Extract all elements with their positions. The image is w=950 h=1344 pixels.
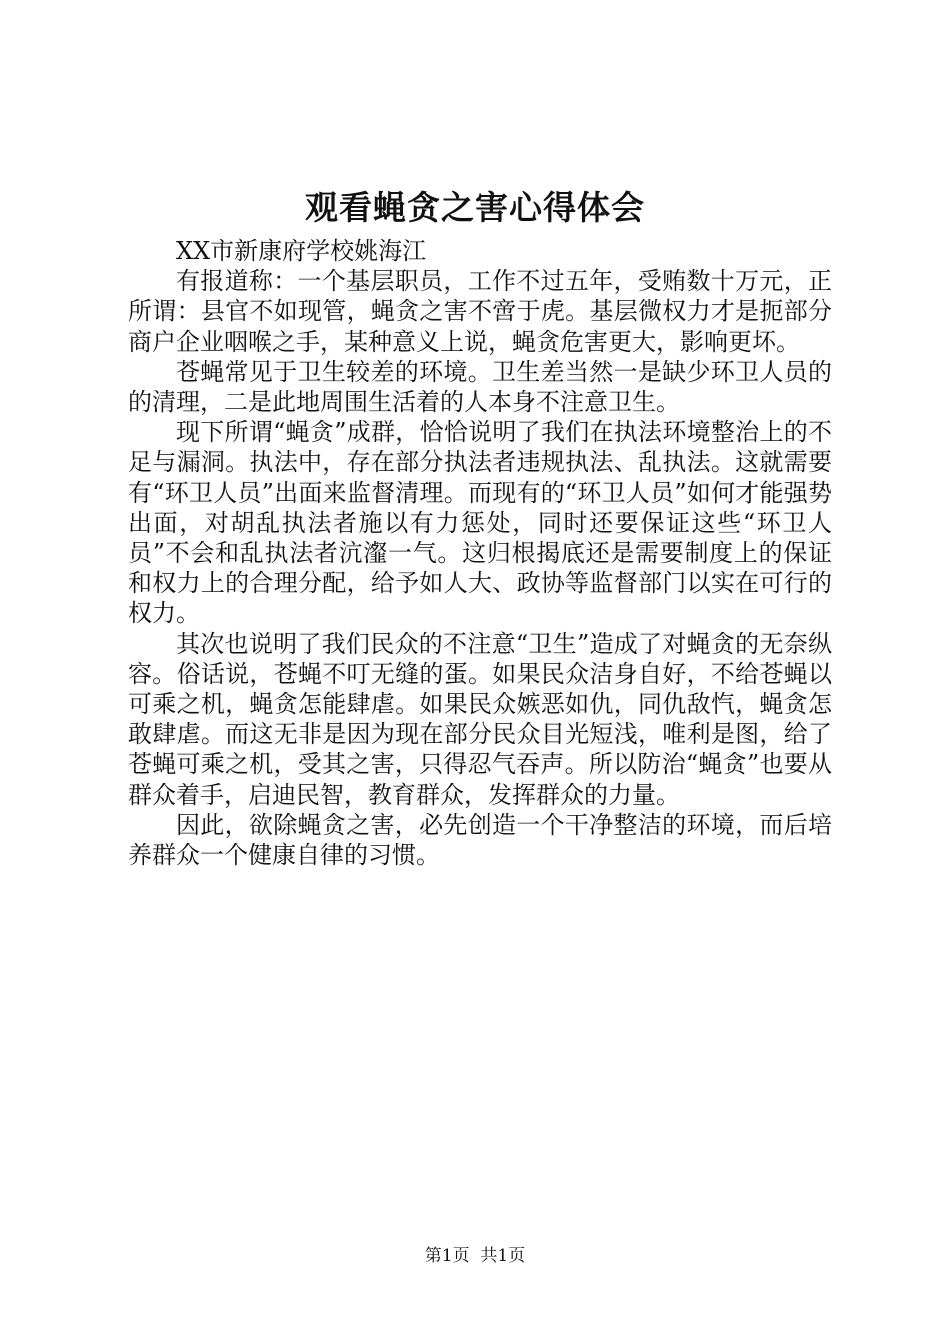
- paragraph-4: 其次也说明了我们民众的不注意“卫生”造成了对蝇贪的无奈纵容。俗话说，苍蝇不叮无缝的蛋。如果民众洁身自好，不给苍蝇以可乘之机，蝇贪怎能肆虐。如果民众嫉恶如仇，同仇敌忾，蝇贪怎敢肆虐。而这无非是因为现在部分民众目光短浅，唯利是图，给了苍蝇可乘之机，受其之害，只得忍气吞声。所以防治“蝇贪”也要从群众着手，启迪民智，教育群众，发挥群众的力量。: [128, 629, 832, 809]
- paragraph-5: 因此，欲除蝇贪之害，必先创造一个干净整洁的环境，而后培养群众一个健康自律的习惯。: [128, 810, 832, 870]
- page-footer: [0, 1245, 950, 1267]
- paragraph-3: 现下所谓“蝇贪”成群，恰恰说明了我们在执法环境整治上的不足与漏洞。执法中，存在部分执法者违规执法、乱执法。这就需要有“环卫人员”出面来监督清理。而现有的“环卫人员”如何才能强势出面，对胡乱执法者施以有力惩处，同时还要保证这些“环卫人员”不会和乱执法者沆瀣一气。这归根揭底还是需要制度上的保证和权力上的合理分配，给予如人大、政协等监督部门以实在可行的权力。: [128, 418, 832, 628]
- document-body: [128, 236, 832, 870]
- author-line: XX市新康府学校姚海江: [176, 237, 427, 265]
- footer-separator: [470, 1246, 481, 1266]
- paragraph-2: 苍蝇常见于卫生较差的环境。卫生差当然一是缺少环卫人员的的清理，二是此地周围生活着的人本身不注意卫生。: [128, 357, 832, 417]
- document-title: 观看蝇贪之害心得体会: [305, 188, 645, 227]
- paragraph-1: 有报道称：一个基层职员，工作不过五年，受贿数十万元，正所谓：县官不如现管，蝇贪之害不啻于虎。基层微权力才是扼部分商户企业咽喉之手，某种意义上说，蝇贪危害更大，影响更坏。: [128, 267, 832, 356]
- page-number: 第1页: [424, 1246, 470, 1266]
- page-total: 共1页: [480, 1246, 526, 1266]
